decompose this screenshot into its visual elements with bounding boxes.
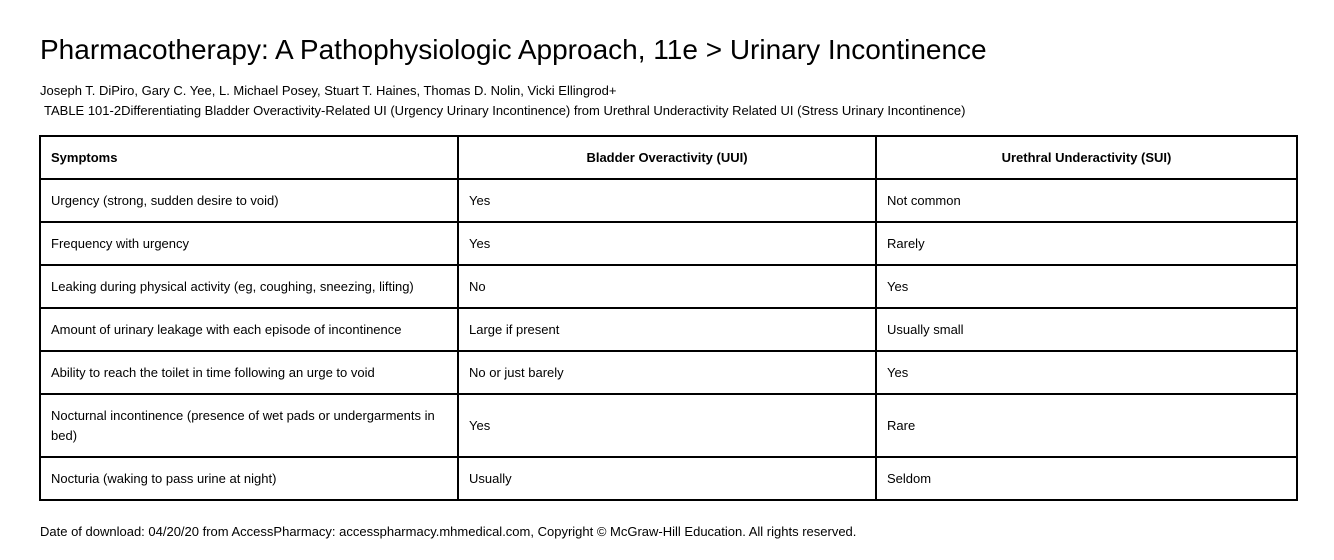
uui-cell: Yes bbox=[458, 394, 876, 457]
table-row bbox=[40, 351, 1297, 394]
column-header-urethral-underactivity: Urethral Underactivity (SUI) bbox=[876, 136, 1297, 179]
column-header-bladder-overactivity: Bladder Overactivity (UUI) bbox=[458, 136, 876, 179]
symptom-cell: Leaking during physical activity (eg, coughing, sneezing, lifting) bbox=[40, 265, 458, 308]
download-footer: Date of download: 04/20/20 from AccessPharmacy: accesspharmacy.mhmedical.com, Copyright © McGraw-Hill Education. All rights reserved. bbox=[40, 524, 857, 539]
sui-cell: Yes bbox=[876, 351, 1297, 394]
author-list: Joseph T. DiPiro, Gary C. Yee, L. Michael Posey, Stuart T. Haines, Thomas D. Nolin, Vicki Ellingrod+ bbox=[40, 83, 617, 98]
table-row bbox=[40, 265, 1297, 308]
sui-cell: Usually small bbox=[876, 308, 1297, 351]
table-header-row bbox=[40, 136, 1297, 179]
symptom-cell: Nocturia (waking to pass urine at night) bbox=[40, 457, 458, 500]
sui-cell: Rarely bbox=[876, 222, 1297, 265]
sui-cell: Not common bbox=[876, 179, 1297, 222]
symptom-cell: Amount of urinary leakage with each episode of incontinence bbox=[40, 308, 458, 351]
table-row bbox=[40, 179, 1297, 222]
symptom-cell: Nocturnal incontinence (presence of wet pads or undergarments in bed) bbox=[40, 394, 458, 457]
symptom-cell: Urgency (strong, sudden desire to void) bbox=[40, 179, 458, 222]
uui-cell: Large if present bbox=[458, 308, 876, 351]
symptom-cell: Ability to reach the toilet in time following an urge to void bbox=[40, 351, 458, 394]
symptom-cell: Frequency with urgency bbox=[40, 222, 458, 265]
sui-cell: Yes bbox=[876, 265, 1297, 308]
column-header-symptoms: Symptoms bbox=[40, 136, 458, 179]
uui-cell: No or just barely bbox=[458, 351, 876, 394]
comparison-table bbox=[39, 135, 1298, 501]
sui-cell: Rare bbox=[876, 394, 1297, 457]
table-caption: TABLE 101-2Differentiating Bladder Overactivity-Related UI (Urgency Urinary Incontinence) from Urethral Underactivity Related UI (Stress Urinary Incontinence) bbox=[44, 103, 966, 118]
sui-cell: Seldom bbox=[876, 457, 1297, 500]
table-row bbox=[40, 394, 1297, 457]
page-title: Pharmacotherapy: A Pathophysiologic Approach, 11e > Urinary Incontinence bbox=[40, 34, 987, 65]
table-row bbox=[40, 222, 1297, 265]
uui-cell: Yes bbox=[458, 222, 876, 265]
uui-cell: Usually bbox=[458, 457, 876, 500]
table-row bbox=[40, 457, 1297, 500]
table-row bbox=[40, 308, 1297, 351]
uui-cell: No bbox=[458, 265, 876, 308]
uui-cell: Yes bbox=[458, 179, 876, 222]
